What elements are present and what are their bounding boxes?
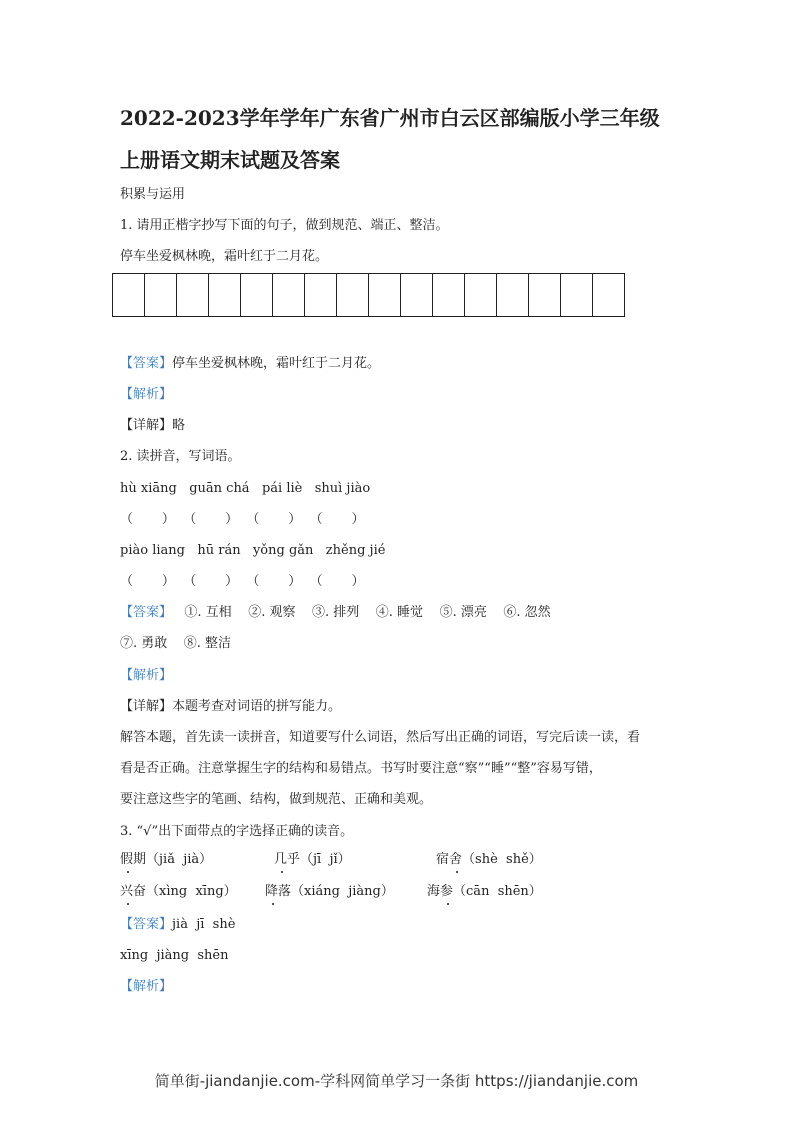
q3-analysis-label: 【解析】 [120, 979, 173, 994]
q1-answer: 【答案】停车坐爱枫林晚，霜叶红于二月花。 [120, 356, 381, 371]
q3-item: 假期（jiǎ jià） [120, 852, 213, 867]
q3-item: 宿舍（shè shě） [436, 852, 542, 867]
section-heading: 积累与运用 [120, 187, 186, 202]
q2-para2: 看是否正确。注意掌握生字的结构和易错点。书写时要注意“察”“睡”“整”容易写错， [120, 761, 602, 776]
q3-item: 几乎（jī jǐ） [274, 852, 351, 867]
q2-pinyin2: piào liang hū rán yǒng gǎn zhěng jié [120, 543, 386, 558]
q1-detail: 【详解】略 [120, 418, 186, 433]
q3-answer-cont: xīng jiàng shēn [120, 948, 229, 963]
q1-question: 1. 请用正楷字抄写下面的句子，做到规范、端正、整洁。 [120, 218, 449, 233]
q3-item: 兴奋（xìng xīng） [120, 884, 237, 899]
q2-pinyin1: hù xiāng guān chá pái liè shuì jiào [120, 481, 371, 496]
q2-para3: 要注意这些字的笔画、结构，做到规范、正确和美观。 [120, 792, 433, 807]
writing-grid [112, 273, 625, 317]
q1-analysis-label: 【解析】 [120, 387, 173, 402]
q3-item: 海参（cān shēn） [427, 884, 542, 899]
title-line1: 2022-2023学年学年广东省广州市白云区部编版小学三年级 [120, 106, 660, 130]
q2-answer: 【答案】 ①. 互相 ②. 观察 ③. 排列 ④. 睡觉 ⑤. 漂亮 ⑥. 忽然 [120, 605, 551, 620]
q1-sentence: 停车坐爱枫林晚，霜叶红于二月花。 [120, 249, 329, 264]
q3-item: 降落（xiáng jiàng） [265, 884, 394, 899]
q3-answer: 【答案】jià jī shè [120, 917, 236, 932]
q3-question: 3. “√”出下面带点的字选择正确的读音。 [120, 824, 354, 839]
page-footer: 简单街-jiandanjie.com-学科网简单学习一条街 https://jiandanjie.com [154, 1072, 639, 1090]
q2-parens2: （ ） （ ） （ ） （ ） [120, 574, 365, 589]
q2-detail: 【详解】本题考查对词语的拼写能力。 [120, 699, 342, 714]
q2-parens1: （ ） （ ） （ ） （ ） [120, 512, 365, 527]
q2-para1: 解答本题，首先读一读拼音，知道要写什么词语，然后写出正确的词语，写完后读一读，看 [120, 730, 641, 745]
q2-question: 2. 读拼音，写词语。 [120, 449, 241, 464]
q2-analysis-label: 【解析】 [120, 668, 173, 683]
title-line2: 上册语文期末试题及答案 [120, 148, 340, 172]
q2-answer-cont: ⑦. 勇敢 ⑧. 整洁 [120, 636, 232, 651]
